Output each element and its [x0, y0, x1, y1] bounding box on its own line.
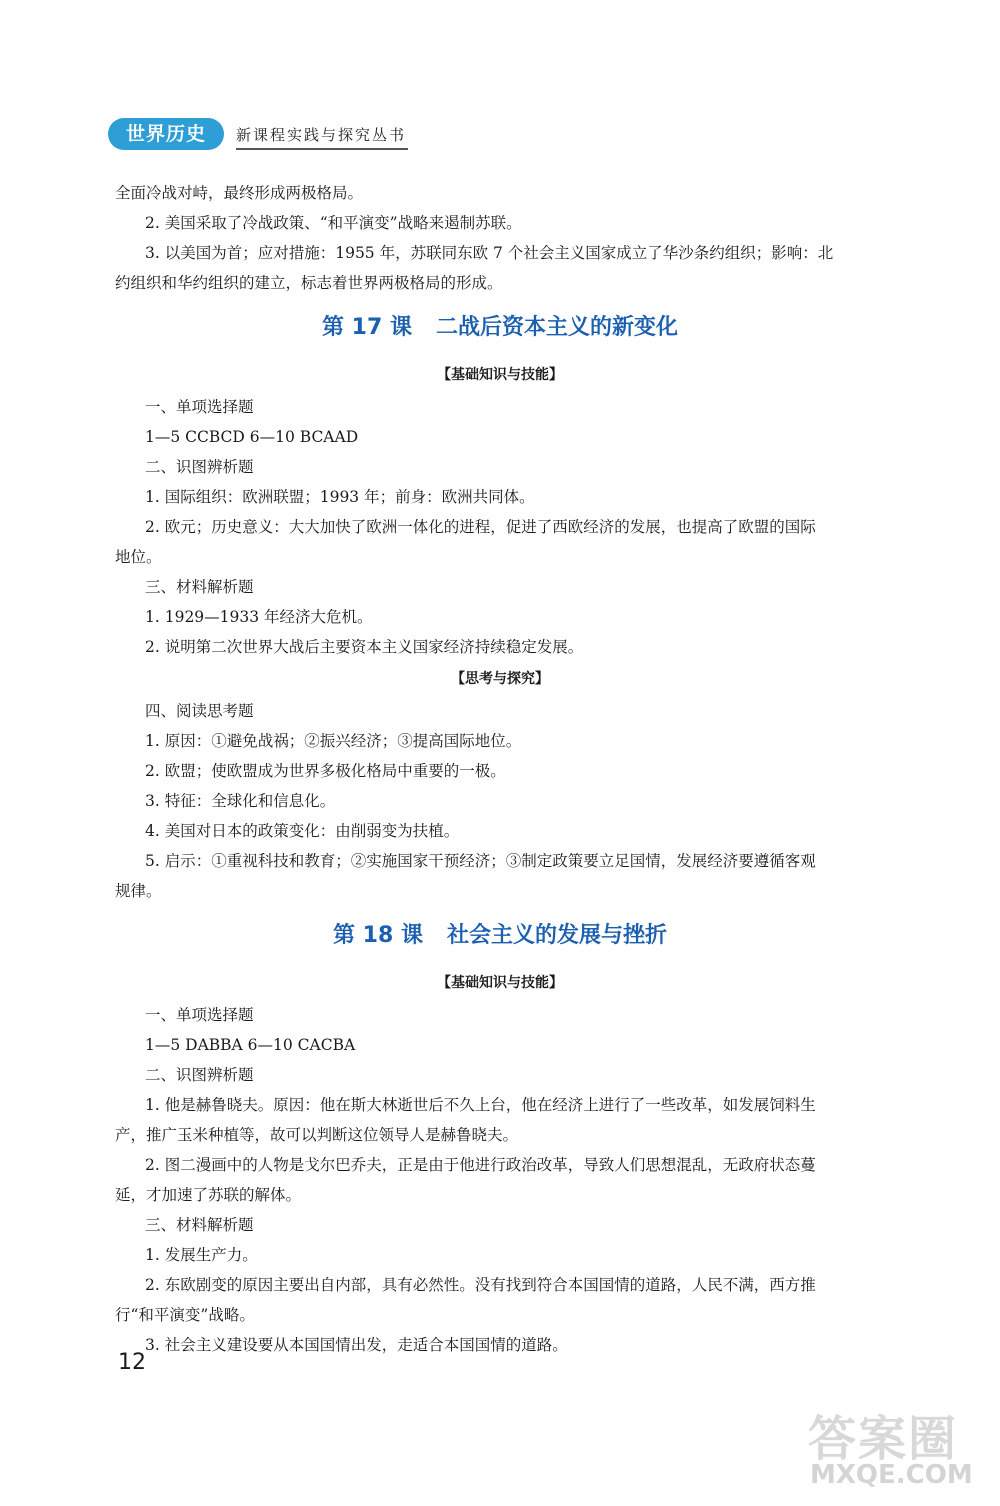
answer-line: 全面冷战对峙，最终形成两极格局。	[115, 184, 364, 202]
lesson-17-answers-basic	[0, 392, 1000, 662]
answer-line: 延，才加速了苏联的解体。	[115, 1186, 302, 1204]
watermark-url: MXQE.COM	[810, 1460, 973, 1490]
continued-answers	[0, 178, 1000, 298]
answer-line: 3. 特征：全球化和信息化。	[145, 792, 336, 810]
answer-line: 约组织和华约组织的建立，标志着世界两极格局的形成。	[115, 274, 503, 292]
answer-line: 1—5 DABBA 6—10 CACBA	[145, 1036, 356, 1054]
answer-line: 5. 启示：①重视科技和教育；②实施国家干预经济；③制定政策要立足国情，发展经济要遵循客观	[145, 852, 816, 870]
answer-line: 地位。	[115, 548, 162, 566]
answer-line: 三、材料解析题	[145, 1216, 254, 1234]
answer-line: 2. 东欧剧变的原因主要出自内部，具有必然性。没有找到符合本国国情的道路，人民不满，西方推	[145, 1276, 816, 1294]
answer-line: 一、单项选择题	[145, 398, 254, 416]
answer-line: 2. 说明第二次世界大战后主要资本主义国家经济持续稳定发展。	[145, 638, 584, 656]
section-heading: 【思考与探究】	[451, 671, 549, 687]
lesson-17-heading	[0, 298, 1000, 358]
subject-badge: 世界历史	[108, 118, 224, 150]
answer-line: 2. 美国采取了冷战政策、“和平演变”战略来遏制苏联。	[145, 214, 522, 232]
series-title: 新课程实践与探究丛书	[236, 126, 407, 144]
answer-line: 1. 1929—1933 年经济大危机。	[145, 608, 373, 626]
lesson-17-answers-explore	[0, 696, 1000, 906]
lesson-title: 社会主义的发展与挫折	[446, 923, 667, 948]
answer-line: 3. 以美国为首；应对措施：1955 年，苏联同东欧 7 个社会主义国家成立了华沙条约组织；影响：北	[145, 244, 834, 262]
watermark-text: 答案圈	[808, 1411, 959, 1467]
answer-line: 2. 图二漫画中的人物是戈尔巴乔夫，正是由于他进行政治改革，导致人们思想混乱，无政府状态蔓	[145, 1156, 816, 1174]
answer-line: 1. 原因：①避免战祸；②振兴经济；③提高国际地位。	[145, 732, 522, 750]
lesson-number: 第 18 课	[333, 923, 423, 948]
answer-line: 二、识图辨析题	[145, 1066, 254, 1084]
answer-line: 行“和平演变”战略。	[115, 1306, 255, 1324]
page-number: 12	[118, 1350, 146, 1375]
answer-line: 2. 欧盟；使欧盟成为世界多极化格局中重要的一极。	[145, 762, 506, 780]
answer-line: 1—5 CCBCD 6—10 BCAAD	[145, 428, 359, 446]
section-heading: 【基础知识与技能】	[437, 367, 563, 383]
lesson-title: 二战后资本主义的新变化	[435, 315, 678, 340]
page-header	[108, 118, 408, 152]
answer-line: 2. 欧元；历史意义：大大加快了欧洲一体化的进程，促进了西欧经济的发展，也提高了欧盟的国际	[145, 518, 816, 536]
answer-line: 三、材料解析题	[145, 578, 254, 596]
answer-line: 规律。	[115, 882, 162, 900]
answer-line: 4. 美国对日本的政策变化：由削弱变为扶植。	[145, 822, 460, 840]
answer-line: 一、单项选择题	[145, 1006, 254, 1024]
header-divider	[236, 148, 408, 150]
answer-line: 1. 发展生产力。	[145, 1246, 258, 1264]
lesson-18-answers-basic	[0, 1000, 1000, 1360]
answer-line: 四、阅读思考题	[145, 702, 254, 720]
answer-line: 产，推广玉米种植等，故可以判断这位领导人是赫鲁晓夫。	[115, 1126, 519, 1144]
lesson-18-heading	[0, 906, 1000, 966]
answer-line: 3. 社会主义建设要从本国国情出发，走适合本国国情的道路。	[145, 1336, 568, 1354]
answer-line: 1. 国际组织：欧洲联盟；1993 年；前身：欧洲共同体。	[145, 488, 535, 506]
section-heading: 【基础知识与技能】	[437, 975, 563, 991]
watermark-logo	[808, 1400, 988, 1500]
page-content	[0, 178, 1000, 1360]
answer-line: 二、识图辨析题	[145, 458, 254, 476]
lesson-number: 第 17 课	[322, 315, 412, 340]
answer-line: 1. 他是赫鲁晓夫。原因：他在斯大林逝世后不久上台，他在经济上进行了一些改革，如发展饲料生	[145, 1096, 816, 1114]
